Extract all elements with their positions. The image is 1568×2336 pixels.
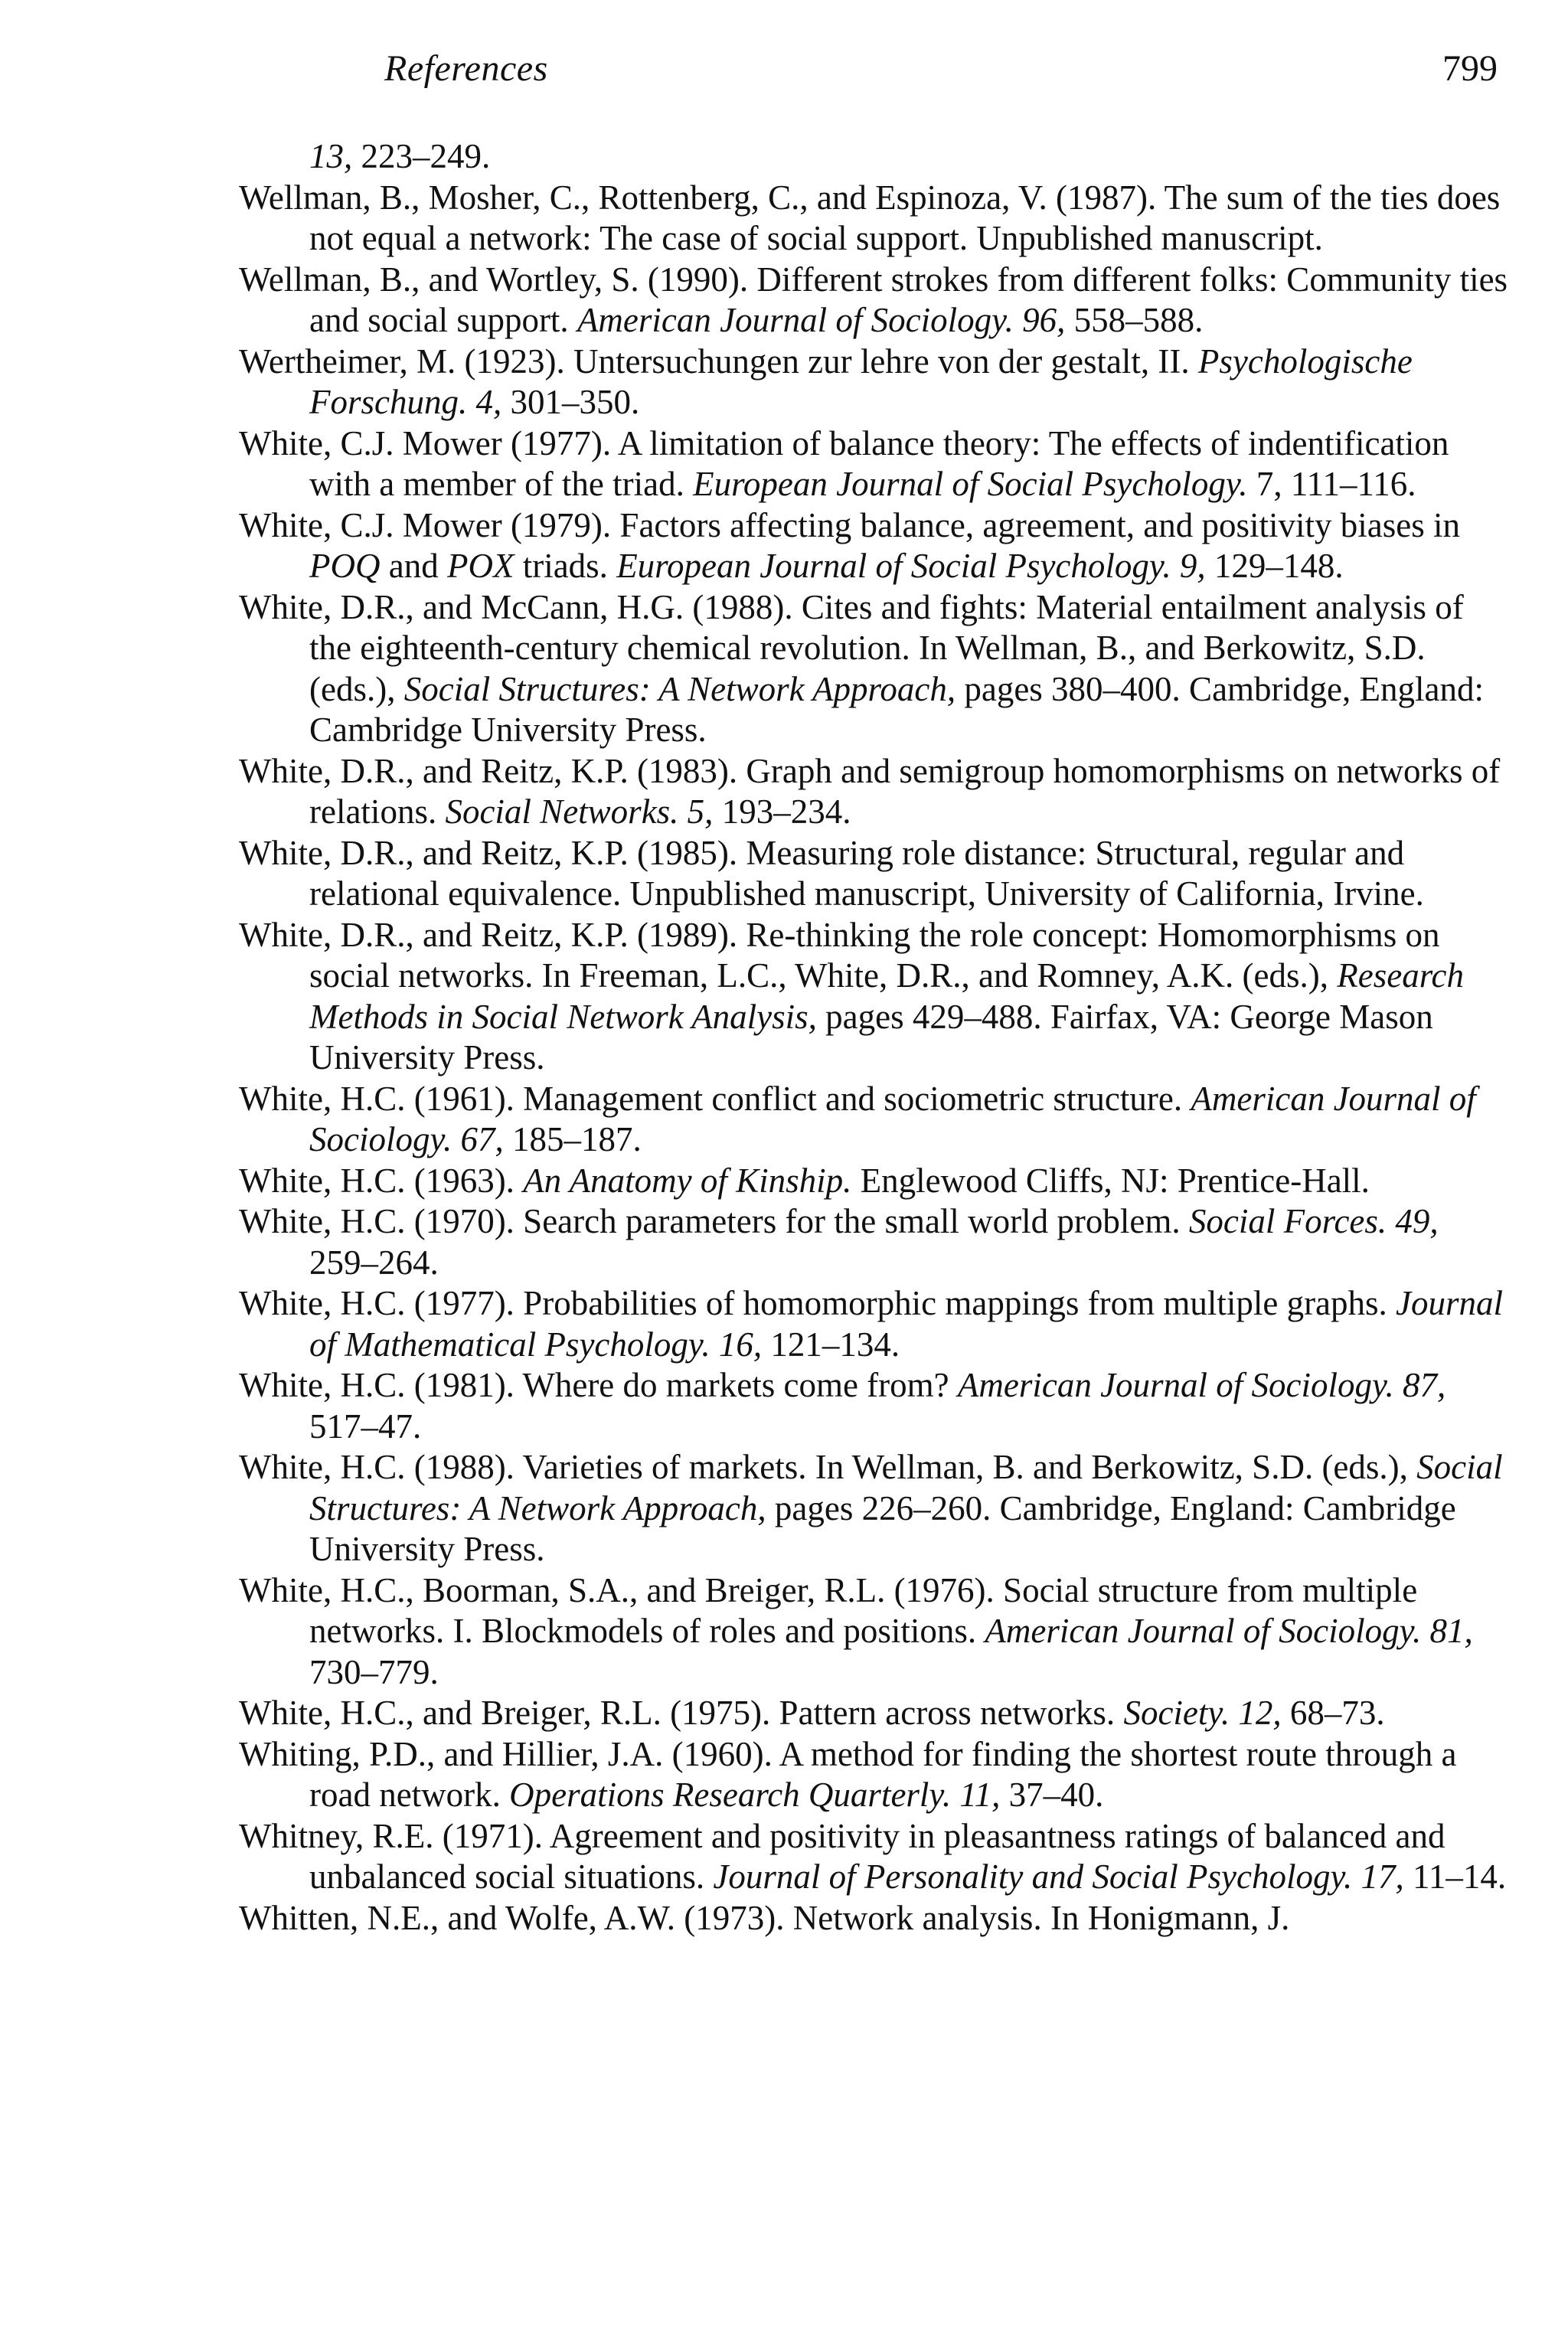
reference-text: 730–779. — [309, 1652, 439, 1691]
reference-entry — [239, 1079, 1510, 1161]
reference-text: White, H.C. (1981). Where do markets come from? — [239, 1366, 958, 1404]
reference-text: 37–40. — [1000, 1776, 1104, 1814]
reference-entry — [239, 751, 1510, 833]
reference-italic-text: Journal of Mathematical Psychology. 16, — [309, 1284, 1504, 1364]
reference-entry — [239, 1283, 1510, 1365]
reference-italic-text: 13, — [309, 137, 353, 175]
reference-entry — [239, 833, 1510, 915]
reference-text: White, D.R., and Reitz, K.P. (1983). Graph and semigroup homomorphisms on networks of relations. — [239, 751, 1501, 831]
reference-entry — [239, 587, 1510, 751]
reference-text: 193–234. — [713, 792, 851, 831]
running-title: References — [384, 48, 548, 89]
reference-entry — [239, 1898, 1510, 1939]
reference-text: 185–187. — [503, 1120, 642, 1158]
reference-text: White, H.C. (1961). Management conflict and sociometric structure. — [239, 1079, 1191, 1118]
reference-list — [239, 136, 1510, 1939]
reference-text: 517–47. — [309, 1407, 422, 1446]
reference-italic-text: American Journal of Sociology. 96, — [577, 301, 1066, 339]
reference-entry — [239, 178, 1510, 260]
reference-text: White, H.C. (1970). Search parameters for the small world problem. — [239, 1202, 1189, 1240]
reference-text: White, H.C., Boorman, S.A., and Breiger, R.L. (1976). Social structure from multiple networks. I. Blockmodels of roles and positions. — [239, 1570, 1418, 1650]
reference-continuation — [239, 136, 1510, 178]
reference-text: 301–350. — [501, 383, 640, 421]
reference-text: 68–73. — [1281, 1694, 1385, 1732]
reference-text: triads. — [514, 547, 617, 585]
reference-text: 223–249. — [352, 137, 491, 175]
reference-text: 558–588. — [1065, 301, 1204, 339]
reference-text: White, C.J. Mower (1979). Factors affecting balance, agreement, and positivity biases in — [239, 505, 1460, 544]
reference-text: White, H.C. (1963). — [239, 1161, 524, 1200]
reference-italic-text: Social Structures: A Network Approach, — [309, 1448, 1503, 1527]
reference-entry — [239, 1365, 1510, 1447]
reference-text: Whiting, P.D., and Hillier, J.A. (1960). A method for finding the shortest route through a road network. — [239, 1734, 1457, 1814]
reference-text: Wellman, B., Mosher, C., Rottenberg, C., and Espinoza, V. (1987). The sum of the ties does not equal a network: The case of social support. Unpublished manuscript. — [239, 178, 1501, 257]
reference-text: Wertheimer, M. (1923). Untersuchungen zur lehre von der gestalt, II. — [239, 341, 1198, 381]
reference-entry — [239, 505, 1510, 587]
reference-entry — [239, 1161, 1510, 1202]
reference-entry — [239, 1816, 1510, 1898]
reference-text: pages 226–260. Cambridge, England: Cambridge University Press. — [309, 1488, 1456, 1568]
reference-italic-text: Research Methods in Social Network Analysis, — [309, 956, 1465, 1036]
reference-text: 121–134. — [762, 1325, 900, 1364]
reference-text: White, H.C. (1988). Varieties of markets. In Wellman, B. and Berkowitz, S.D. (eds.), — [239, 1448, 1417, 1486]
reference-italic-text: Psychologische Forschung. 4, — [309, 341, 1413, 421]
reference-entry — [239, 915, 1510, 1079]
reference-text: 11–14. — [1403, 1857, 1507, 1896]
reference-italic-text: American Journal of Sociology. 87, — [957, 1366, 1446, 1404]
reference-text: 129–148. — [1205, 547, 1344, 585]
page-number: 799 — [1442, 48, 1498, 89]
reference-italic-text: Social Structures: A Network Approach, — [403, 669, 956, 708]
reference-italic-text: Operations Research Quarterly. 11, — [509, 1776, 1001, 1814]
reference-italic-text: Journal of Personality and Social Psychology. 17, — [713, 1857, 1404, 1896]
reference-text: White, D.R., and McCann, H.G. (1988). Cites and fights: Material entailment analysis of the eighteenth-century chemical revolution. In Wellman, B., and Berkowitz, S.D. (eds.), — [239, 587, 1464, 708]
reference-italic-text: An Anatomy of Kinship. — [523, 1161, 852, 1200]
reference-italic-text: European Journal of Social Psychology. 9, — [616, 547, 1206, 585]
reference-text: Whitten, N.E., and Wolfe, A.W. (1973). Network analysis. In Honigmann, J. — [239, 1898, 1290, 1937]
reference-text: White, H.C., and Breiger, R.L. (1975). Pattern across networks. — [239, 1694, 1124, 1732]
reference-italic-text: Social Forces. 49, — [1188, 1202, 1439, 1240]
reference-entry — [239, 1693, 1510, 1734]
reference-italic-text: European Journal of Social Psychology. — [693, 465, 1248, 503]
reference-entry — [239, 1734, 1510, 1816]
reference-text: Englewood Cliffs, NJ: Prentice-Hall. — [851, 1161, 1370, 1200]
reference-entry — [239, 1570, 1510, 1694]
reference-italic-text: Society. 12, — [1123, 1694, 1282, 1732]
reference-text: White, H.C. (1977). Probabilities of homomorphic mappings from multiple graphs. — [239, 1284, 1396, 1322]
reference-text: pages 429–488. Fairfax, VA: George Mason University Press. — [309, 997, 1433, 1077]
reference-entry — [239, 1447, 1510, 1570]
reference-entry — [239, 423, 1510, 505]
reference-italic-text: American Journal of Sociology. 67, — [309, 1079, 1476, 1158]
reference-text: and — [380, 547, 447, 585]
reference-italic-text: American Journal of Sociology. 81, — [985, 1612, 1473, 1650]
reference-text: Whitney, R.E. (1971). Agreement and positivity in pleasantness ratings of balanced and unbalanced social situations. — [239, 1816, 1446, 1896]
reference-entry — [239, 260, 1510, 341]
reference-text: 7, 111–116. — [1247, 465, 1416, 503]
reference-entry — [239, 341, 1510, 423]
reference-italic-text: Social Networks. 5, — [445, 792, 714, 831]
reference-text: White, D.R., and Reitz, K.P. (1985). Measuring role distance: Structural, regular and relational equivalence. Unpublished manuscript, University of California, Irvine. — [239, 833, 1424, 913]
reference-text: White, D.R., and Reitz, K.P. (1989). Re-thinking the role concept: Homomorphisms on social networks. In Freeman, L.C., White, D.R., and Romney, A.K. (eds.), — [239, 915, 1440, 995]
reference-text: Wellman, B., and Wortley, S. (1990). Different strokes from different folks: Community ties and social support. — [239, 260, 1508, 339]
reference-italic-text: POQ — [309, 547, 381, 585]
reference-text: White, C.J. Mower (1977). A limitation of balance theory: The effects of indentification with a member of the triad. — [239, 423, 1449, 503]
reference-text: pages 380–400. Cambridge, England: Cambridge University Press. — [309, 669, 1484, 749]
reference-text: 259–264. — [309, 1243, 439, 1282]
reference-entry — [239, 1201, 1510, 1283]
reference-italic-text: POX — [446, 547, 514, 585]
